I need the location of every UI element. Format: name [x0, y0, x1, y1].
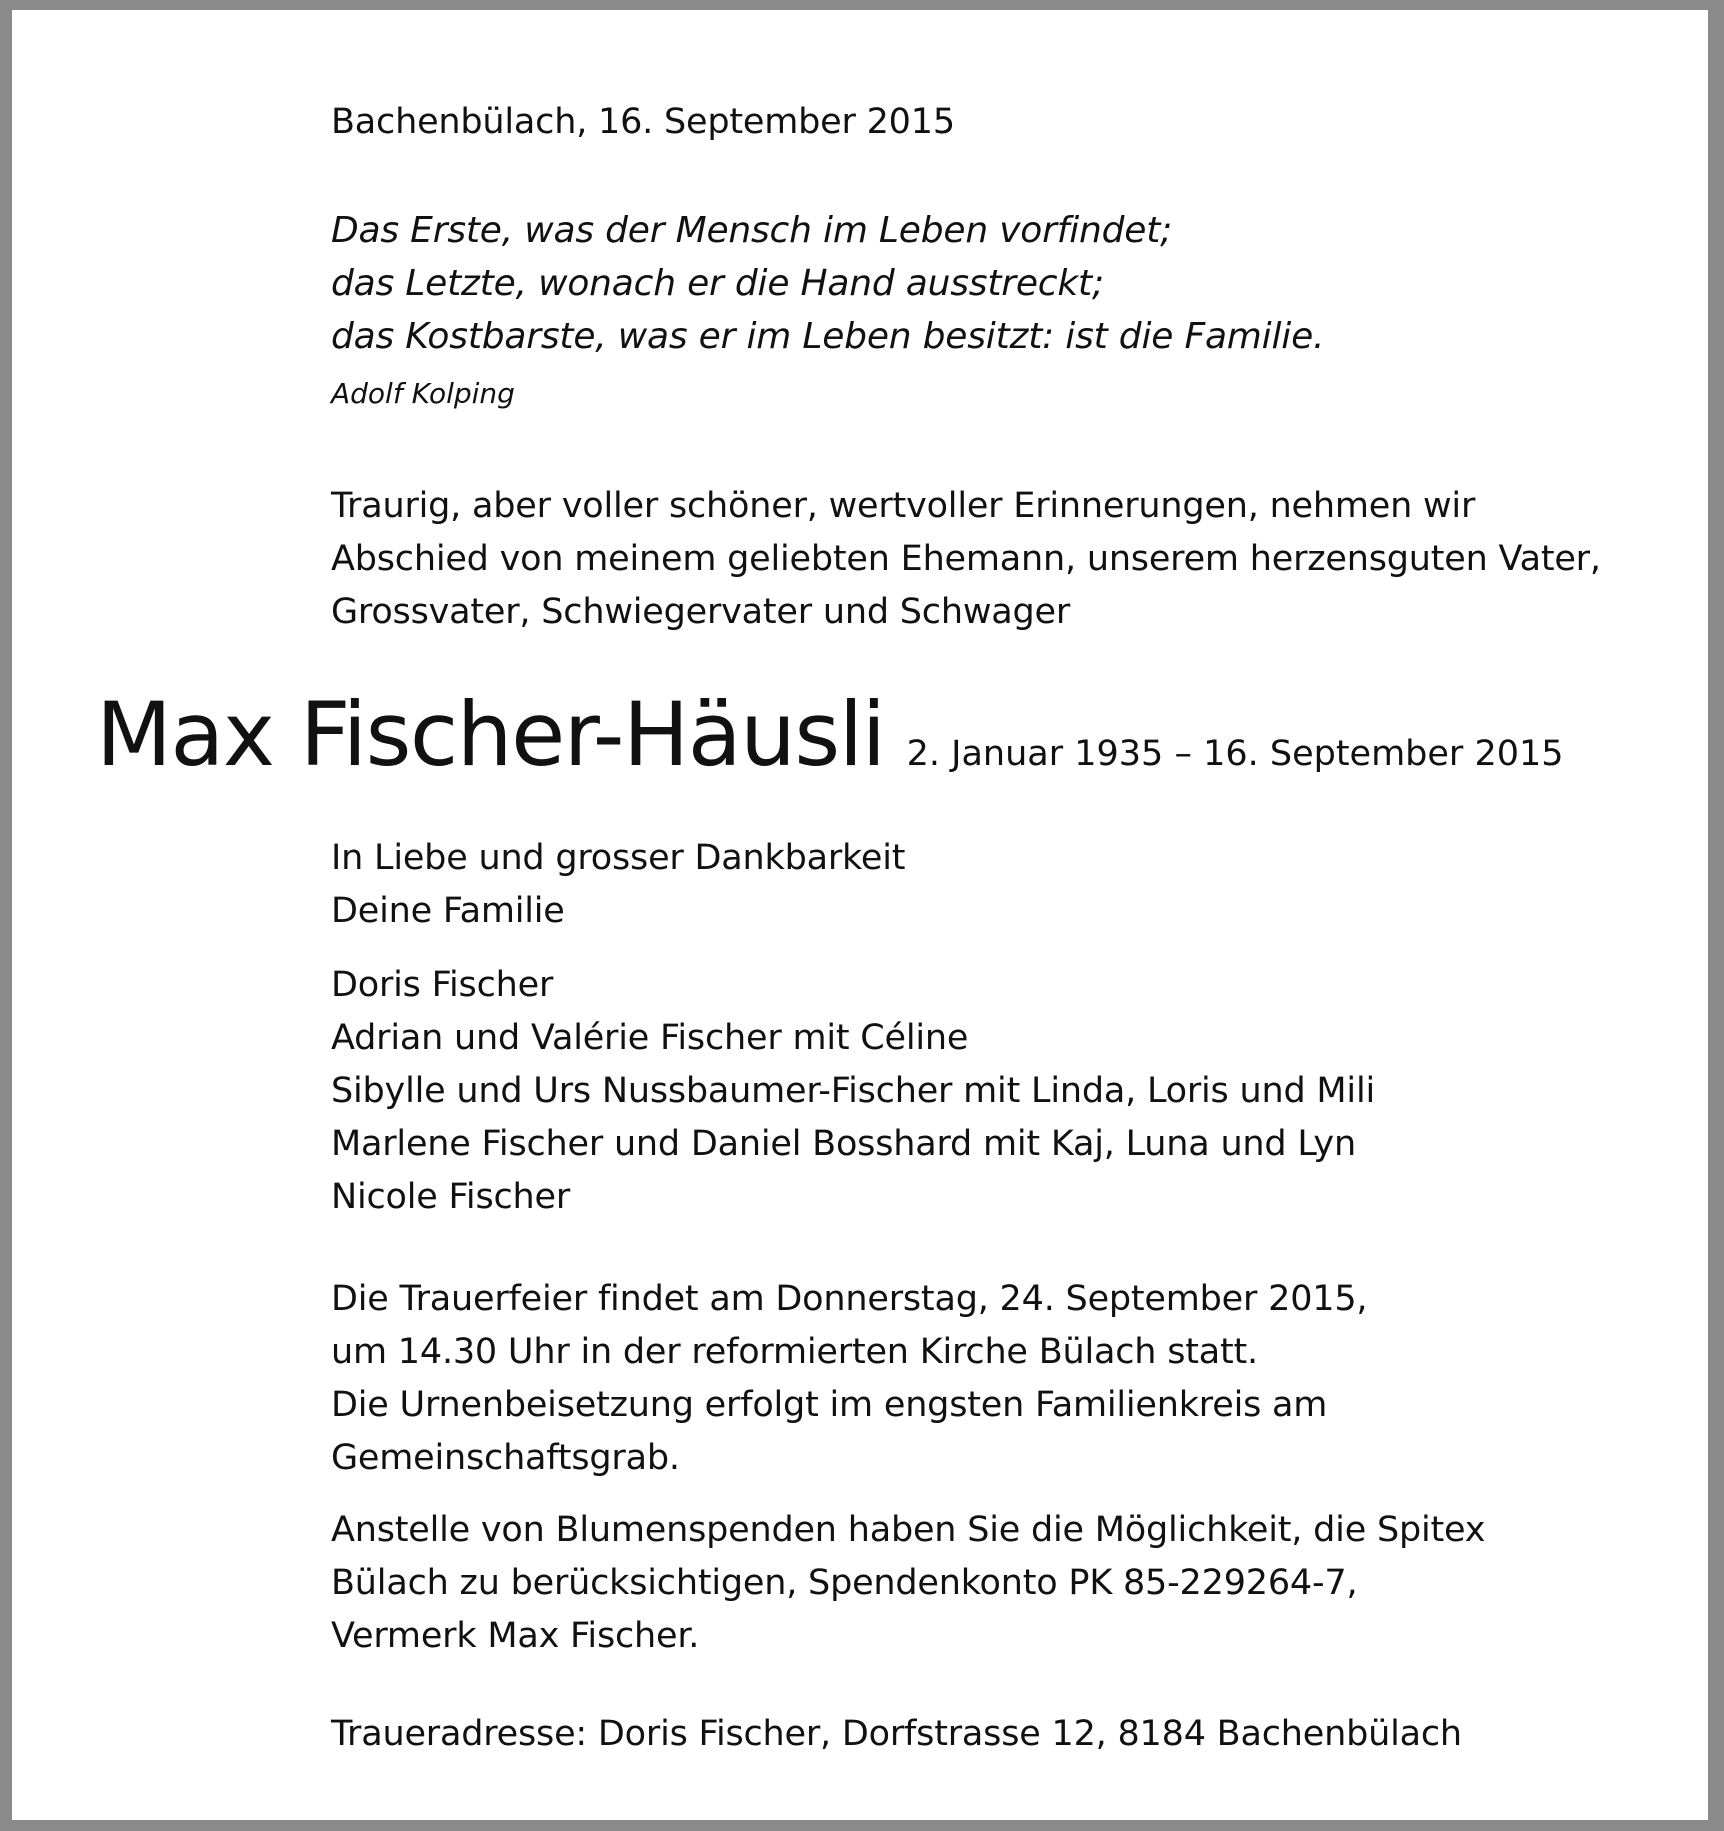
family-member: Nicole Fischer — [331, 1177, 571, 1217]
ceremony-line: Die Trauerfeier findet am Donnerstag, 24. September 2015, — [331, 1279, 1368, 1319]
donation-line: Vermerk Max Fischer. — [331, 1616, 700, 1656]
ceremony-line: um 14.30 Uhr in der reformierten Kirche Bülach statt. — [331, 1332, 1258, 1372]
closing-line: Deine Familie — [331, 891, 565, 931]
quote-line: Das Erste, was der Mensch im Leben vorfindet; — [331, 210, 1173, 251]
intro-paragraph — [331, 480, 1601, 639]
obituary-notice — [12, 10, 1708, 1820]
quote-author-text: Adolf Kolping — [331, 377, 515, 410]
deceased-heading — [96, 680, 1564, 790]
deceased-name: Max Fischer-Häusli — [96, 683, 885, 786]
ceremony-line: Gemeinschaftsgrab. — [331, 1438, 680, 1478]
quote-author — [331, 374, 515, 414]
donation-info — [331, 1504, 1485, 1663]
intro-line: Abschied von meinem geliebten Ehemann, unserem herzensguten Vater, — [331, 539, 1601, 579]
ceremony-info — [331, 1273, 1367, 1485]
closing — [331, 832, 905, 938]
quote — [331, 204, 1324, 363]
donation-line: Anstelle von Blumenspenden haben Sie die Möglichkeit, die Spitex — [331, 1510, 1486, 1550]
ceremony-line: Die Urnenbeisetzung erfolgt im engsten Familienkreis am — [331, 1385, 1328, 1425]
intro-line: Grossvater, Schwiegervater und Schwager — [331, 592, 1071, 632]
family-list — [331, 959, 1375, 1224]
family-member: Adrian und Valérie Fischer mit Céline — [331, 1018, 969, 1058]
family-member: Doris Fischer — [331, 965, 554, 1005]
family-member: Sibylle und Urs Nussbaumer-Fischer mit Linda, Loris und Mili — [331, 1071, 1375, 1111]
place-date — [331, 96, 955, 149]
quote-line: das Letzte, wonach er die Hand ausstreckt; — [331, 263, 1104, 304]
place-date-text: Bachenbülach, 16. September 2015 — [331, 102, 955, 142]
family-member: Marlene Fischer und Daniel Bosshard mit Kaj, Luna und Lyn — [331, 1124, 1356, 1164]
deceased-dates: 2. Januar 1935 – 16. September 2015 — [906, 734, 1564, 774]
closing-line: In Liebe und grosser Dankbarkeit — [331, 838, 906, 878]
donation-line: Bülach zu berücksichtigen, Spendenkonto PK 85-229264-7, — [331, 1563, 1358, 1603]
mourning-address — [331, 1708, 1462, 1761]
intro-line: Traurig, aber voller schöner, wertvoller Erinnerungen, nehmen wir — [331, 486, 1476, 526]
quote-line: das Kostbarste, was er im Leben besitzt: ist die Familie. — [331, 316, 1325, 357]
mourning-address-text: Traueradresse: Doris Fischer, Dorfstrasse 12, 8184 Bachenbülach — [331, 1714, 1462, 1754]
